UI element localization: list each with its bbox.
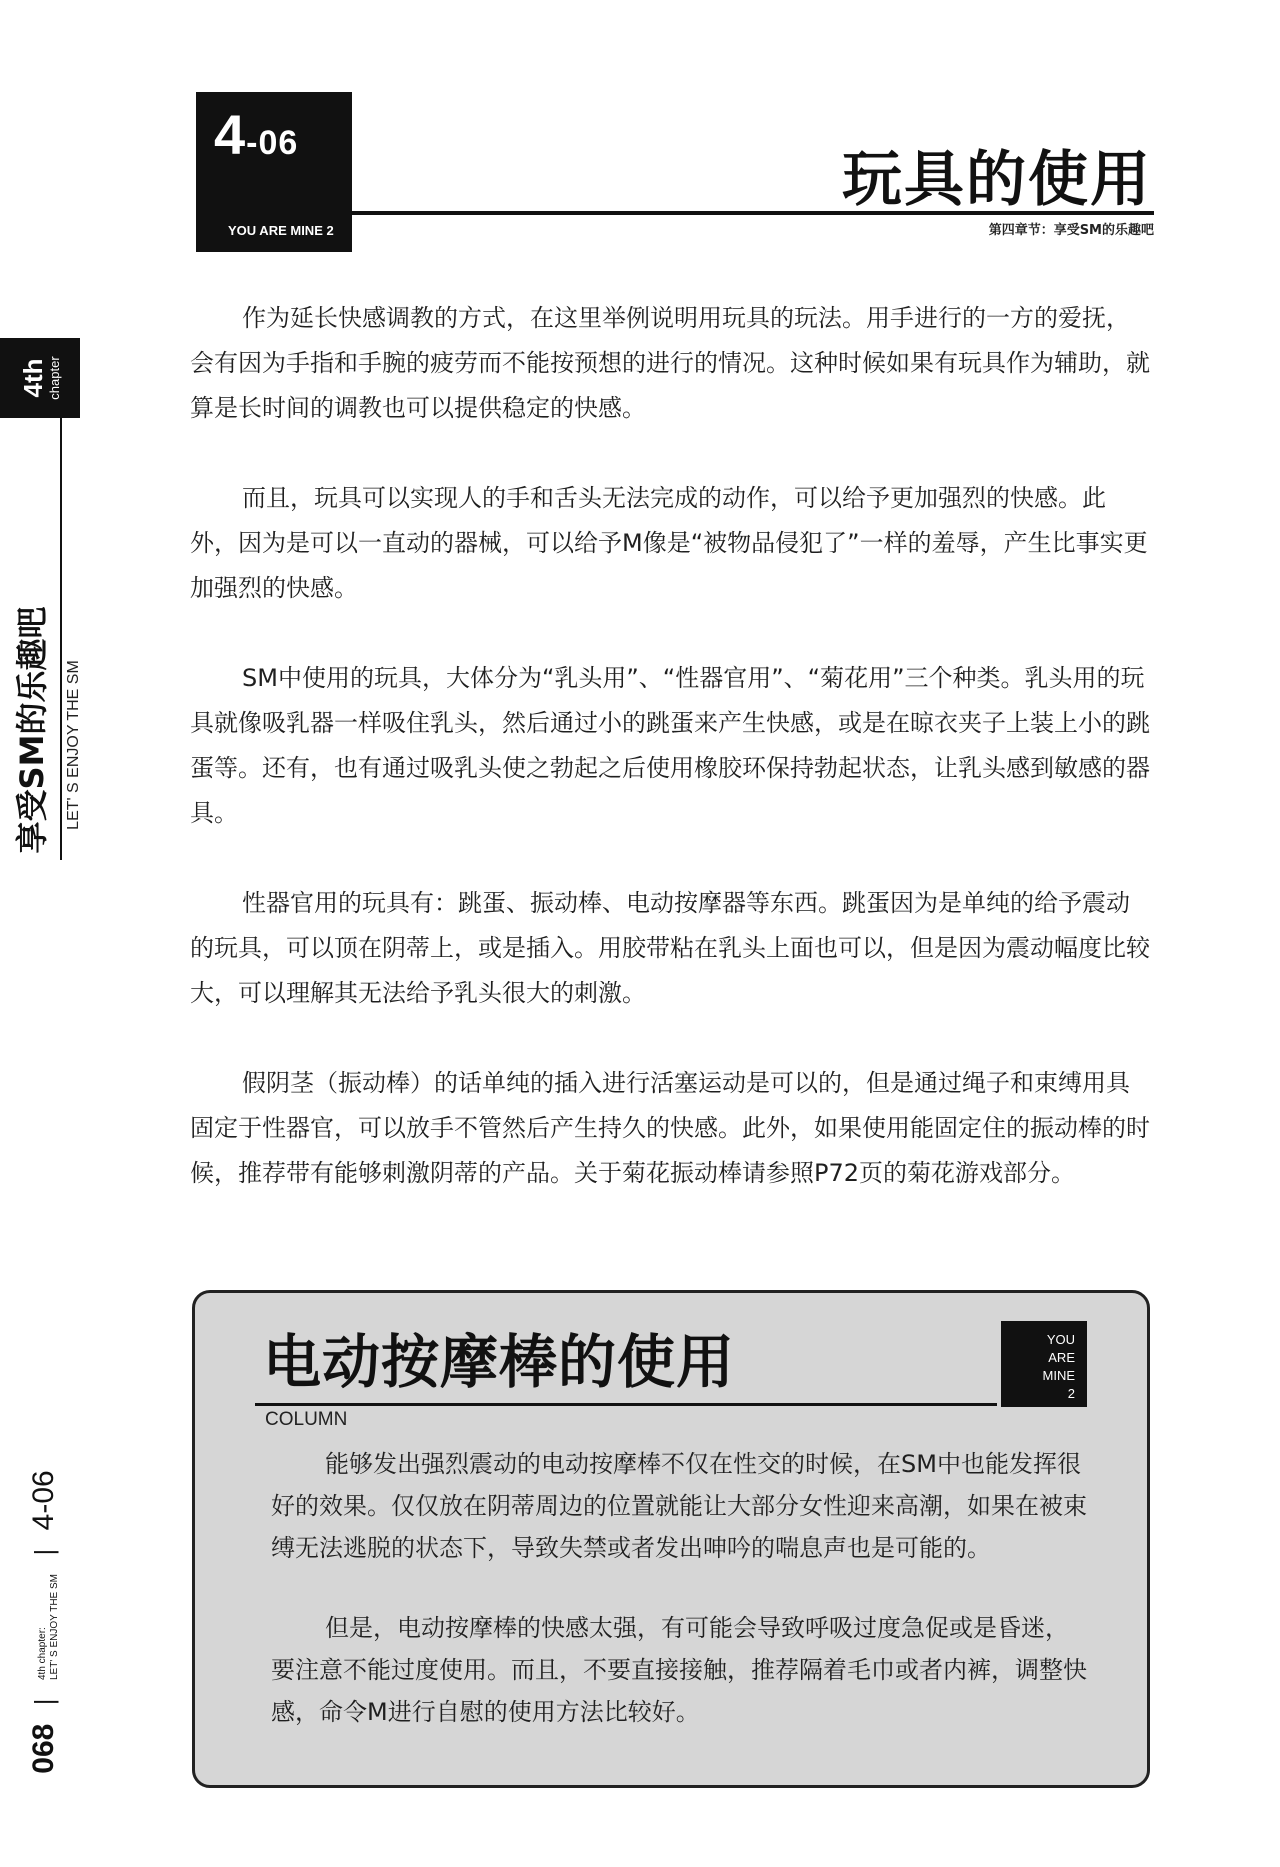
body-paragraph: 性器官用的玩具有：跳蛋、振动棒、电动按摩器等东西。跳蛋因为是单纯的给予震动的玩具，可以顶在阴蒂上，或是插入。用胶带粘在乳头上面也可以，但是因为震动幅度比较大，可以理解其无法给予乳头很大的刺激。 — [190, 889, 1150, 1007]
column-box — [192, 1290, 1150, 1788]
body-paragraph: 而且，玩具可以实现人的手和舌头无法完成的动作，可以给予更加强烈的快感。此外，因为是可以一直动的器械，可以给予M像是“被物品侵犯了”一样的羞辱，产生比事实更加强烈的快感。 — [190, 484, 1148, 602]
section-number: 4-06 — [214, 103, 299, 166]
column-text — [271, 1443, 1091, 1771]
column-badge — [1001, 1321, 1087, 1407]
page-folio — [27, 1470, 61, 1773]
folio-meta-line: LET' S ENJOY THE SM — [48, 1573, 60, 1680]
chapter-title: 享受SM的乐趣吧 — [13, 606, 51, 854]
folio-separator: | — [29, 1698, 59, 1706]
body-paragraph: 假阴茎（振动棒）的话单纯的插入进行活塞运动是可以的，但是通过绳子和束缚用具固定于性器官，可以放手不管然后产生持久的快感。此外，如果使用能固定住的振动棒的时候，推荐带有能够刺激阴蒂的产品。关于菊花振动棒请参照P72页的菊花游戏部分。 — [190, 1069, 1150, 1187]
page-number: 068 — [27, 1723, 60, 1774]
chapter-word: chapter — [47, 356, 62, 400]
column-badge-line: MINE — [1042, 1368, 1075, 1383]
body-paragraph: 作为延长快感调教的方式，在这里举例说明用玩具的玩法。用手进行的一方的爱抚，会有因为手指和手腕的疲劳而不能按预想的进行的情况。这种时候如果有玩具作为辅助，就算是长时间的调教也可以提供稳定的快感。 — [190, 304, 1150, 422]
chapter-subtitle: LET' S ENJOY THE SM — [65, 660, 82, 830]
series-label: YOU ARE MINE 2 — [228, 223, 334, 238]
column-badge-line: ARE — [1048, 1350, 1075, 1365]
folio-separator: | — [29, 1548, 59, 1556]
column-badge-line: YOU — [1046, 1332, 1075, 1347]
breadcrumb: 第四章节：享受SM的乐趣吧 — [988, 223, 1154, 238]
column-paragraph: 能够发出强烈震动的电动按摩棒不仅在性交的时候，在SM中也能发挥很好的效果。仅仅放在阴蒂周边的位置就能让大部分女性迎来高潮，如果在被束缚无法逃脱的状态下，导致失禁或者发出呻吟的喘息声也是可能的。 — [271, 1450, 1087, 1562]
folio-meta-line: 4th chapter: — [36, 1627, 48, 1680]
column-title: 电动按摩棒的使用 — [263, 1328, 736, 1396]
column-badge-line: 2 — [1067, 1386, 1075, 1401]
column-tag: COLUMN — [265, 1409, 348, 1430]
sidebar-divider — [60, 418, 62, 860]
article-body — [190, 296, 1152, 1241]
body-paragraph: SM中使用的玩具，大体分为“乳头用”、“性器官用”、“菊花用”三个种类。乳头用的玩具就像吸乳器一样吸住乳头，然后通过小的跳蛋来产生快感，或是在晾衣夹子上装上小的跳蛋等。还有，也有通过吸乳头使之勃起之后使用橡胶环保持勃起状态，让乳头感到敏感的器具。 — [190, 664, 1150, 827]
folio-section: 4-06 — [27, 1470, 60, 1531]
section-badge — [196, 92, 352, 252]
column-rule — [255, 1403, 997, 1406]
folio-meta — [37, 1574, 61, 1680]
chapter-tab — [0, 338, 80, 418]
chapter-number: 4th — [18, 358, 48, 398]
column-paragraph: 但是，电动按摩棒的快感太强，有可能会导致呼吸过度急促或是昏迷，要注意不能过度使用。而且，不要直接接触，推荐隔着毛巾或者内裤，调整快感，命令M进行自慰的使用方法比较好。 — [271, 1614, 1087, 1726]
page-title: 玩具的使用 — [842, 145, 1152, 215]
